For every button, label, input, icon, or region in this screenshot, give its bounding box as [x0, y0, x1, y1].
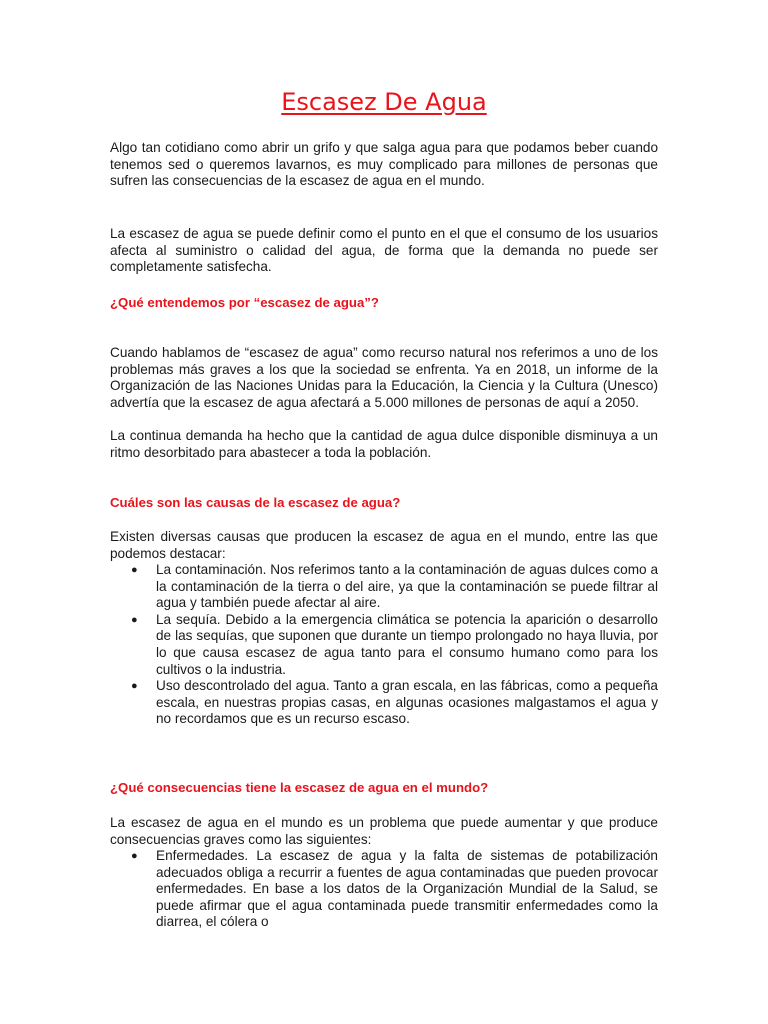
list-item-text: La contaminación. Nos referimos tanto a la contaminación de aguas dulces como a la contaminación de la tierra o del aire, ya que la contaminación se puede filtrar al agua y también puede afectar al aire.: [156, 562, 658, 611]
list-item: [110, 612, 658, 678]
list-item-text: Enfermedades. La escasez de agua y la falta de sistemas de potabilización adecuados obliga a recurrir a fuentes de agua contaminadas que pueden provocar enfermedades. En base a los datos de la Organización Mundial de la Salud, se puede afirmar que el agua contaminada puede transmitir enfermedades como la diarrea, el cólera o: [156, 848, 658, 930]
page-title: Escasez De Agua: [281, 88, 487, 116]
bullet-icon: ●: [131, 680, 138, 693]
section-1-paragraph-1: Cuando hablamos de “escasez de agua” como recurso natural nos referimos a uno de los problemas más graves a los que la sociedad se enfrenta. Ya en 2018, un informe de la Organización de las Naciones Unidas para la Educación, la Ciencia y la Cultura (Unesco) advertía que la escasez de agua afectará a 5.000 millones de personas de aquí a 2050.: [110, 345, 658, 410]
causes-list: [110, 562, 658, 728]
section-3-intro: La escasez de agua en el mundo es un problema que puede aumentar y que produce consecuencias graves como las siguientes:: [110, 815, 658, 847]
bullet-icon: ●: [131, 564, 138, 576]
section-3-heading: ¿Qué consecuencias tiene la escasez de agua en el mundo?: [110, 780, 489, 795]
list-item: [110, 678, 658, 728]
bullet-icon: ●: [131, 613, 138, 626]
section-1-heading: ¿Qué entendemos por “escasez de agua”?: [110, 295, 379, 310]
section-2-heading: Cuáles son las causas de la escasez de agua?: [110, 495, 401, 510]
intro-paragraph-1: Algo tan cotidiano como abrir un grifo y que salga agua para que podamos beber cuando tenemos sed o queremos lavarnos, es muy complicado para millones de personas que sufren las consecuencias de la escasez de agua en el mundo.: [110, 140, 658, 189]
intro-paragraph-2: La escasez de agua se puede definir como el punto en el que el consumo de los usuarios afecta al suministro o calidad del agua, de forma que la demanda no puede ser completamente satisfecha.: [110, 226, 658, 275]
list-item: [110, 562, 658, 612]
section-1-paragraph-2: La continua demanda ha hecho que la cantidad de agua dulce disponible disminuya a un ritmo desorbitado para abastecer a toda la población.: [110, 428, 658, 460]
bullet-icon: ●: [131, 850, 138, 862]
list-item: [110, 848, 658, 931]
list-item-text: La sequía. Debido a la emergencia climática se potencia la aparición o desarrollo de las sequías, que suponen que durante un tiempo prolongado no haya lluvia, por lo que causa escasez de agua tanto para el consumo humano como para los cultivos o la industria.: [156, 611, 658, 677]
list-item-text: Uso descontrolado del agua. Tanto a gran escala, en las fábricas, como a pequeña escala, en nuestras propias casas, en algunas ocasiones malgastamos el agua y no recordamos que es un recurso escaso.: [156, 678, 658, 727]
consequences-list: [110, 848, 658, 931]
section-2-intro: Existen diversas causas que producen la escasez de agua en el mundo, entre las que podemos destacar:: [110, 529, 658, 561]
